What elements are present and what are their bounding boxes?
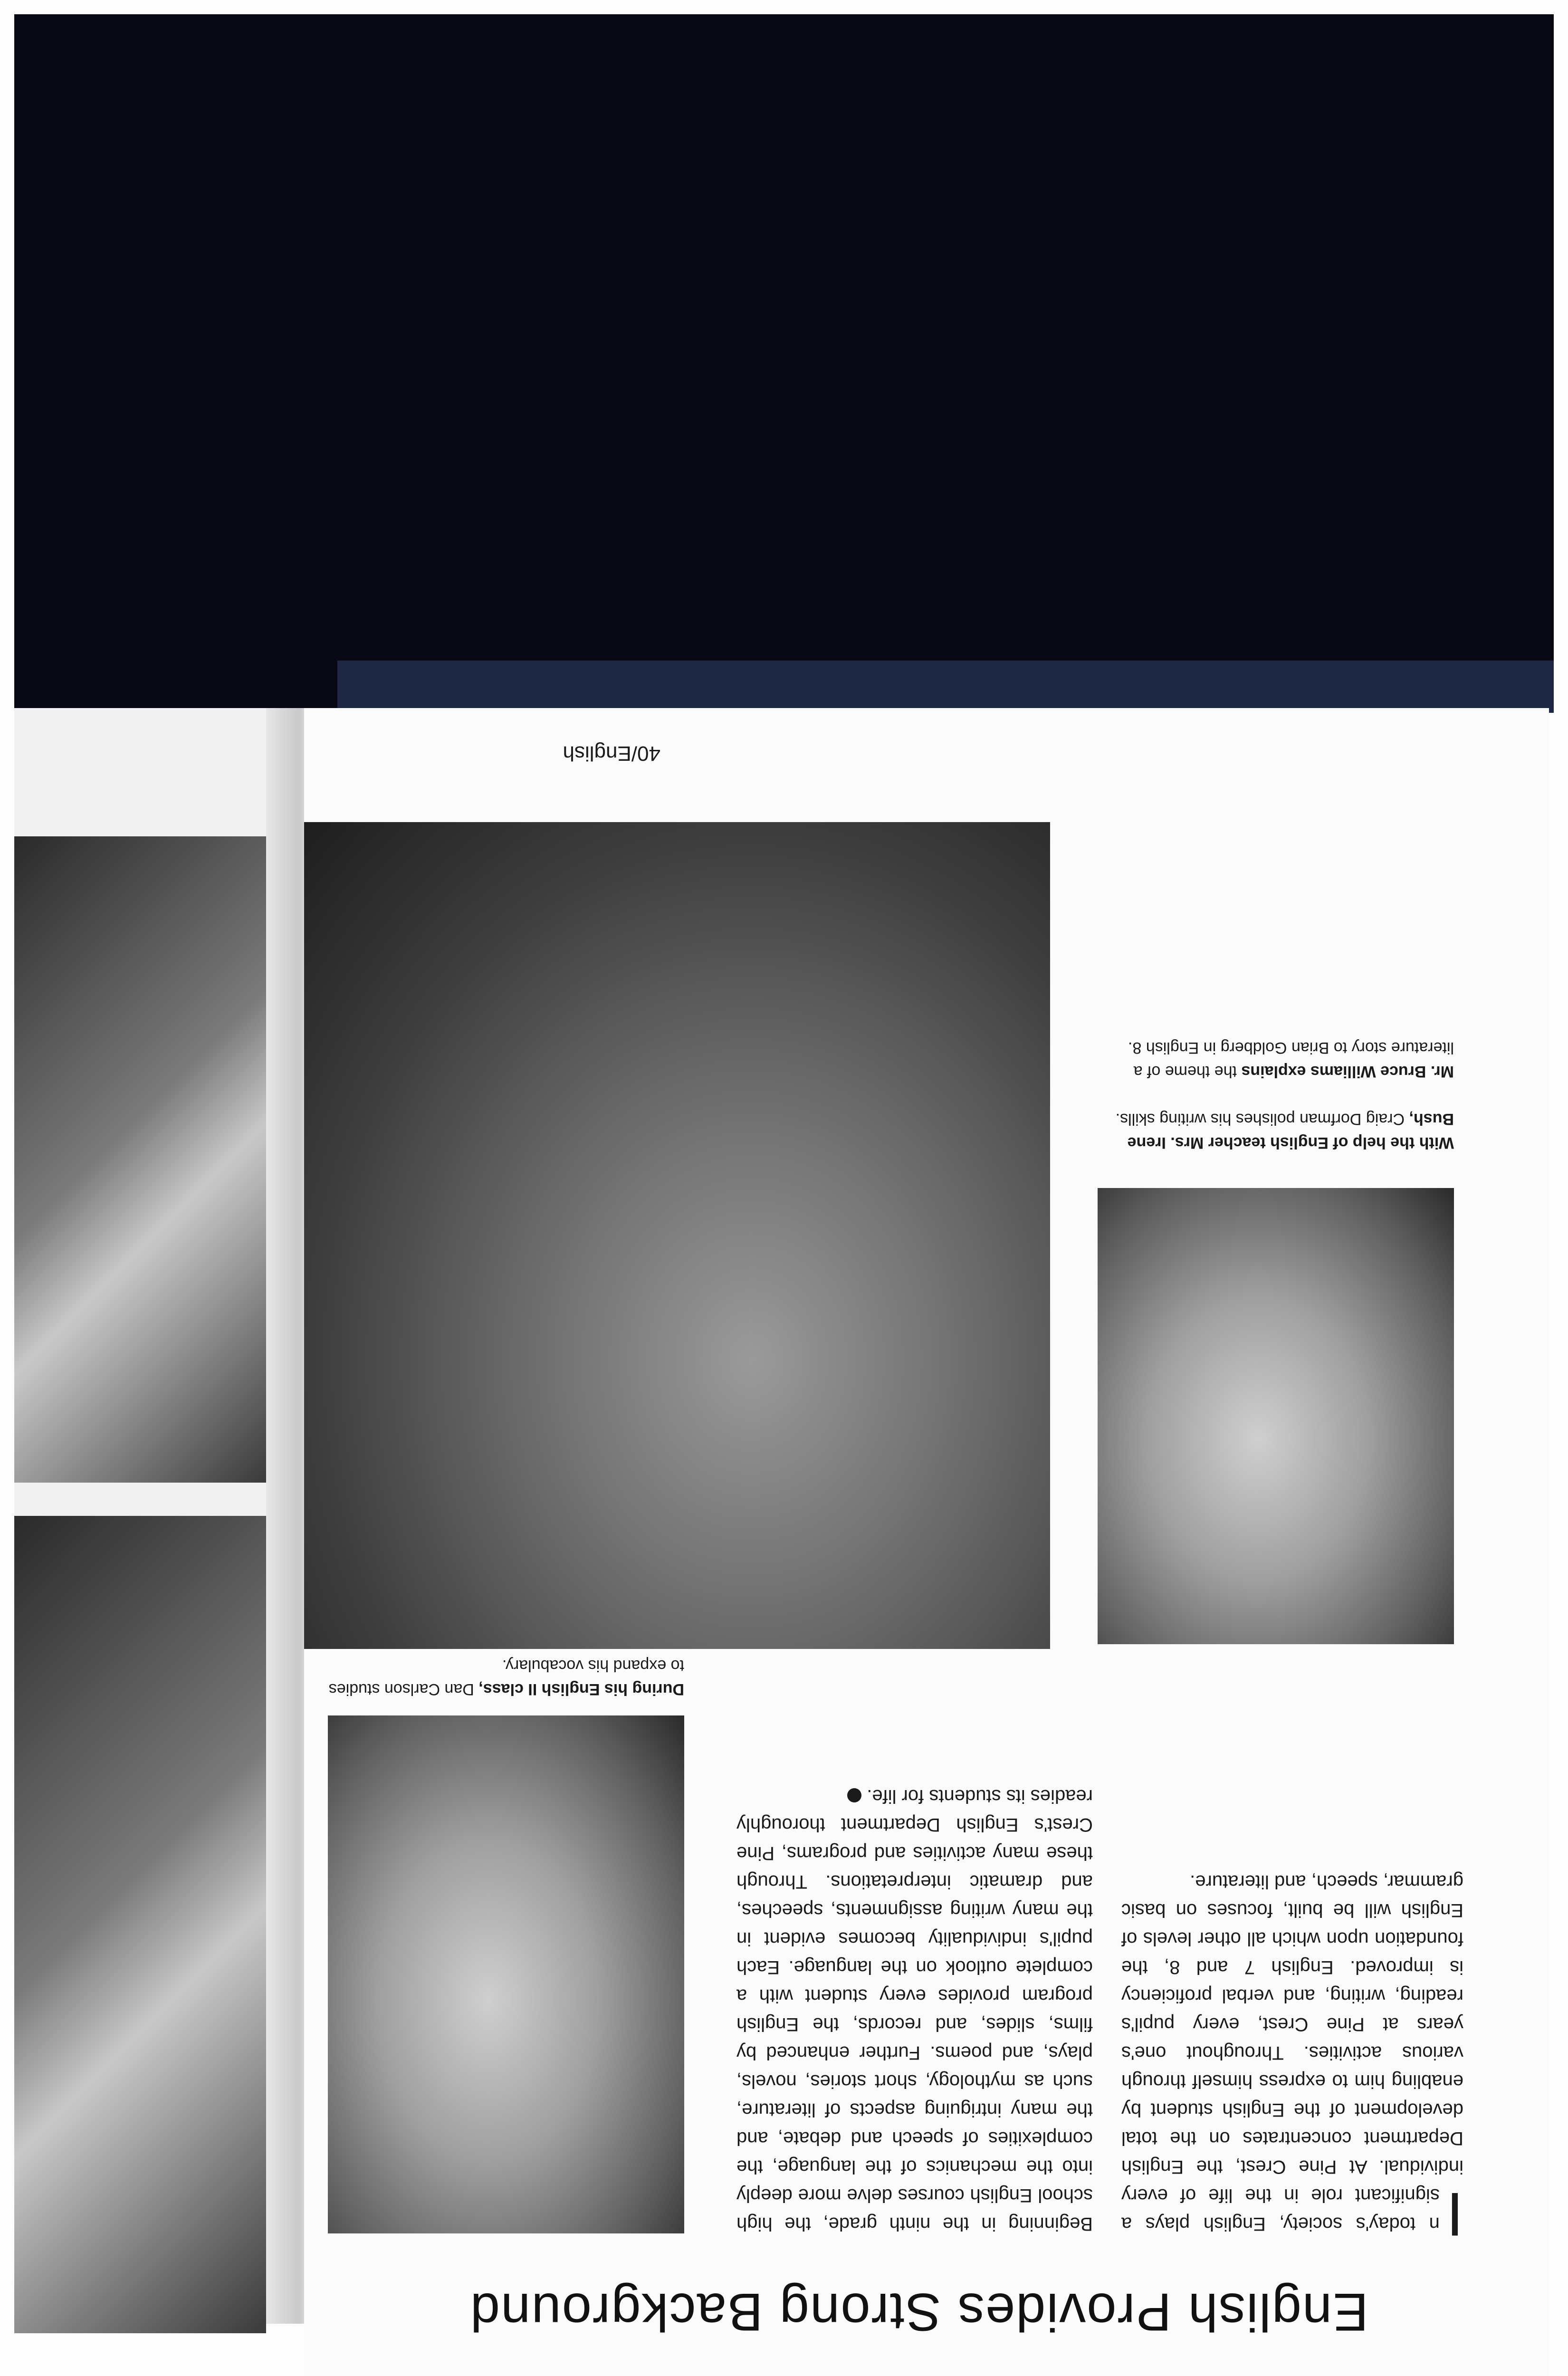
caption-2	[1098, 1107, 1454, 1155]
headline: English Provides Strong Background	[469, 2282, 1368, 2342]
photo-dan-carlson	[328, 1715, 684, 2233]
photo-mr-williams	[1098, 1188, 1454, 1644]
end-mark-icon	[847, 1788, 861, 1802]
facing-photo-top	[14, 836, 266, 1483]
facing-photo-bottom	[14, 1516, 266, 2333]
page-folio: 40/English	[563, 742, 660, 765]
caption-2-lead: With the help of English teacher Mrs. Irene Bush,	[1127, 1110, 1454, 1152]
cover-edge	[337, 661, 1554, 713]
page-content-rotated	[304, 708, 1549, 2376]
photo-mrs-bush	[304, 822, 1050, 1649]
body-column-left	[1121, 1868, 1463, 2249]
caption-1-lead: During his English II class,	[478, 1680, 684, 1698]
caption-2-text: Craig Dorfman polishes his writing skills.	[1115, 1110, 1409, 1128]
body-text-left: n today's society, English plays a significant role in the life of every individual. At Pine Crest, the English Department concentrates on the total development of the English student by enabling him to express himself through various activities. Throughout one's years at Pine Crest, every pupil's reading, writing, and verbal proficiency is improved. English 7 and 8, the foundation upon which all other levels of English will be built, focuses on basic grammar, speech, and literature.	[1121, 1871, 1463, 2234]
caption-3	[1098, 1036, 1454, 1083]
body-text-right: Beginning in the ninth grade, the high school English courses delve more deeply into the mechanics of the language, the complexities of speech and debate, and the many intriguing aspects of literature, such as mythology, short stories, novels, plays, and poems. Further enhanced by films, slides, and records, the English program provides every student with a complete outlook on the language. Each pupil's individuality becomes evident in the many writing assignments, speeches, and dramatic interpretations. Through these many activities and programs, Pine Crest's English Department thoroughly readies its students for life.	[736, 1786, 1093, 2234]
caption-3-text: the theme of a literature story to Brian Goldberg in English 8.	[1128, 1039, 1454, 1081]
body-column-right	[736, 1782, 1093, 2238]
caption-1-text: Dan Carlson studies to expand his vocabulary.	[328, 1657, 684, 1698]
caption-3-lead: Mr. Bruce Williams explains	[1241, 1063, 1454, 1081]
caption-1	[328, 1654, 684, 1701]
book-cover	[14, 14, 1554, 713]
drop-cap: I	[1446, 2180, 1463, 2249]
facing-page	[14, 708, 309, 2324]
